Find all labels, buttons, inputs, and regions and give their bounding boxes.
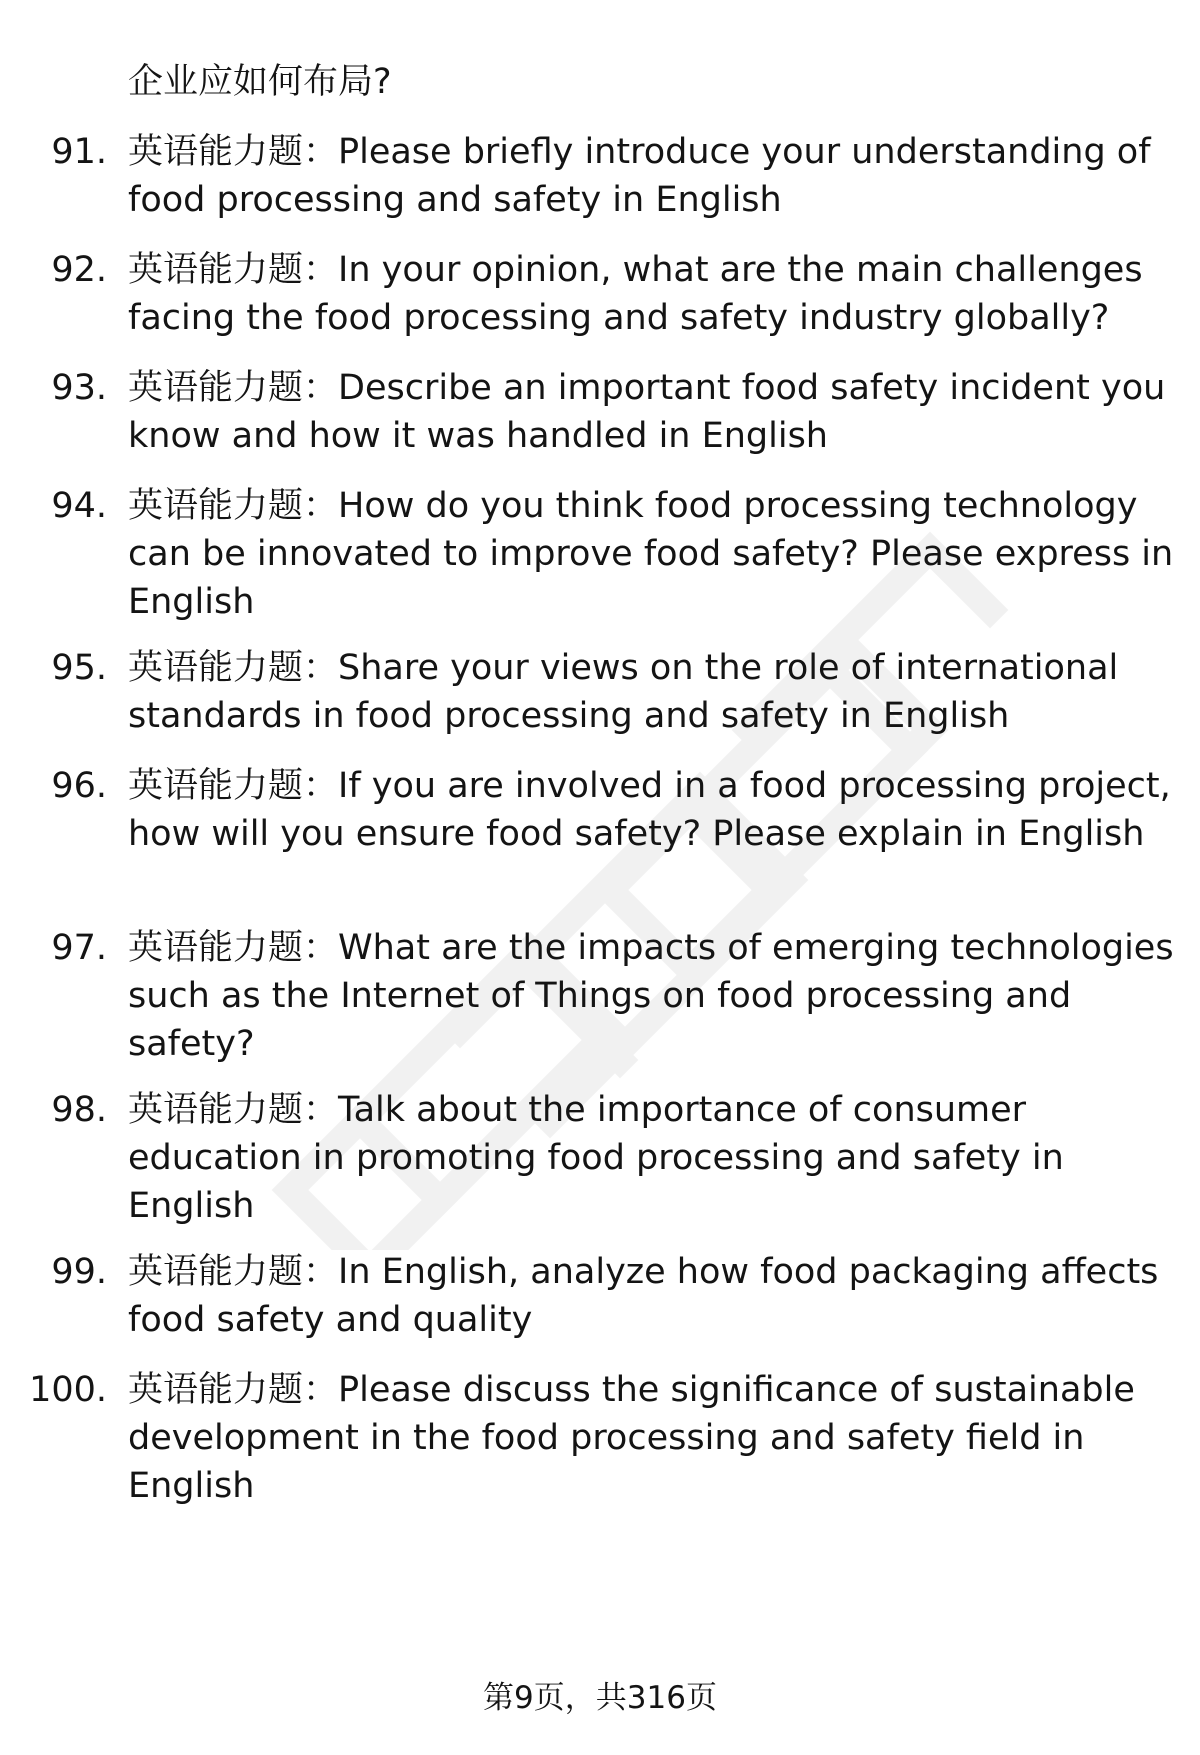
- question-text: 英语能力题：How do you think food processing technology can be innovated to improve food safety? Please express in English: [128, 486, 1174, 622]
- page-number-footer: 第9页，共316页: [483, 1680, 717, 1716]
- question-text: 英语能力题：Describe an important food safety incident you know and how it was handled in English: [128, 368, 1166, 456]
- question-number: 94.: [51, 486, 107, 526]
- question-number: 92.: [51, 250, 107, 290]
- question-number: 97.: [51, 928, 107, 968]
- question-text: 英语能力题：Please discuss the significance of sustainable development in the food processing and safety field in English: [128, 1370, 1135, 1506]
- question-number: 96.: [51, 766, 107, 806]
- question-text: 英语能力题：If you are involved in a food processing project, how will you ensure food safety? Please explain in English: [128, 766, 1171, 854]
- question-number: 98.: [51, 1090, 107, 1130]
- question-text: 英语能力题：Talk about the importance of consumer education in promoting food processing and safety in English: [128, 1090, 1064, 1226]
- question-number: 93.: [51, 368, 107, 408]
- question-text: 英语能力题：In your opinion, what are the main challenges facing the food processing and safety industry globally?: [128, 250, 1143, 338]
- question-number: 95.: [51, 648, 107, 688]
- question-text: 英语能力题：In English, analyze how food packaging affects food safety and quality: [128, 1252, 1159, 1340]
- question-text: 英语能力题：Please briefly introduce your understanding of food processing and safety in English: [128, 132, 1151, 220]
- continued-question-text: 企业应如何布局?: [128, 62, 392, 102]
- question-number: 91.: [51, 132, 107, 172]
- question-text: 英语能力题：What are the impacts of emerging technologies such as the Internet of Things on food processing and safety?: [128, 928, 1174, 1064]
- question-text: 英语能力题：Share your views on the role of international standards in food processing and safety in English: [128, 648, 1119, 736]
- question-number: 99.: [51, 1252, 107, 1292]
- question-number: 100.: [29, 1370, 107, 1410]
